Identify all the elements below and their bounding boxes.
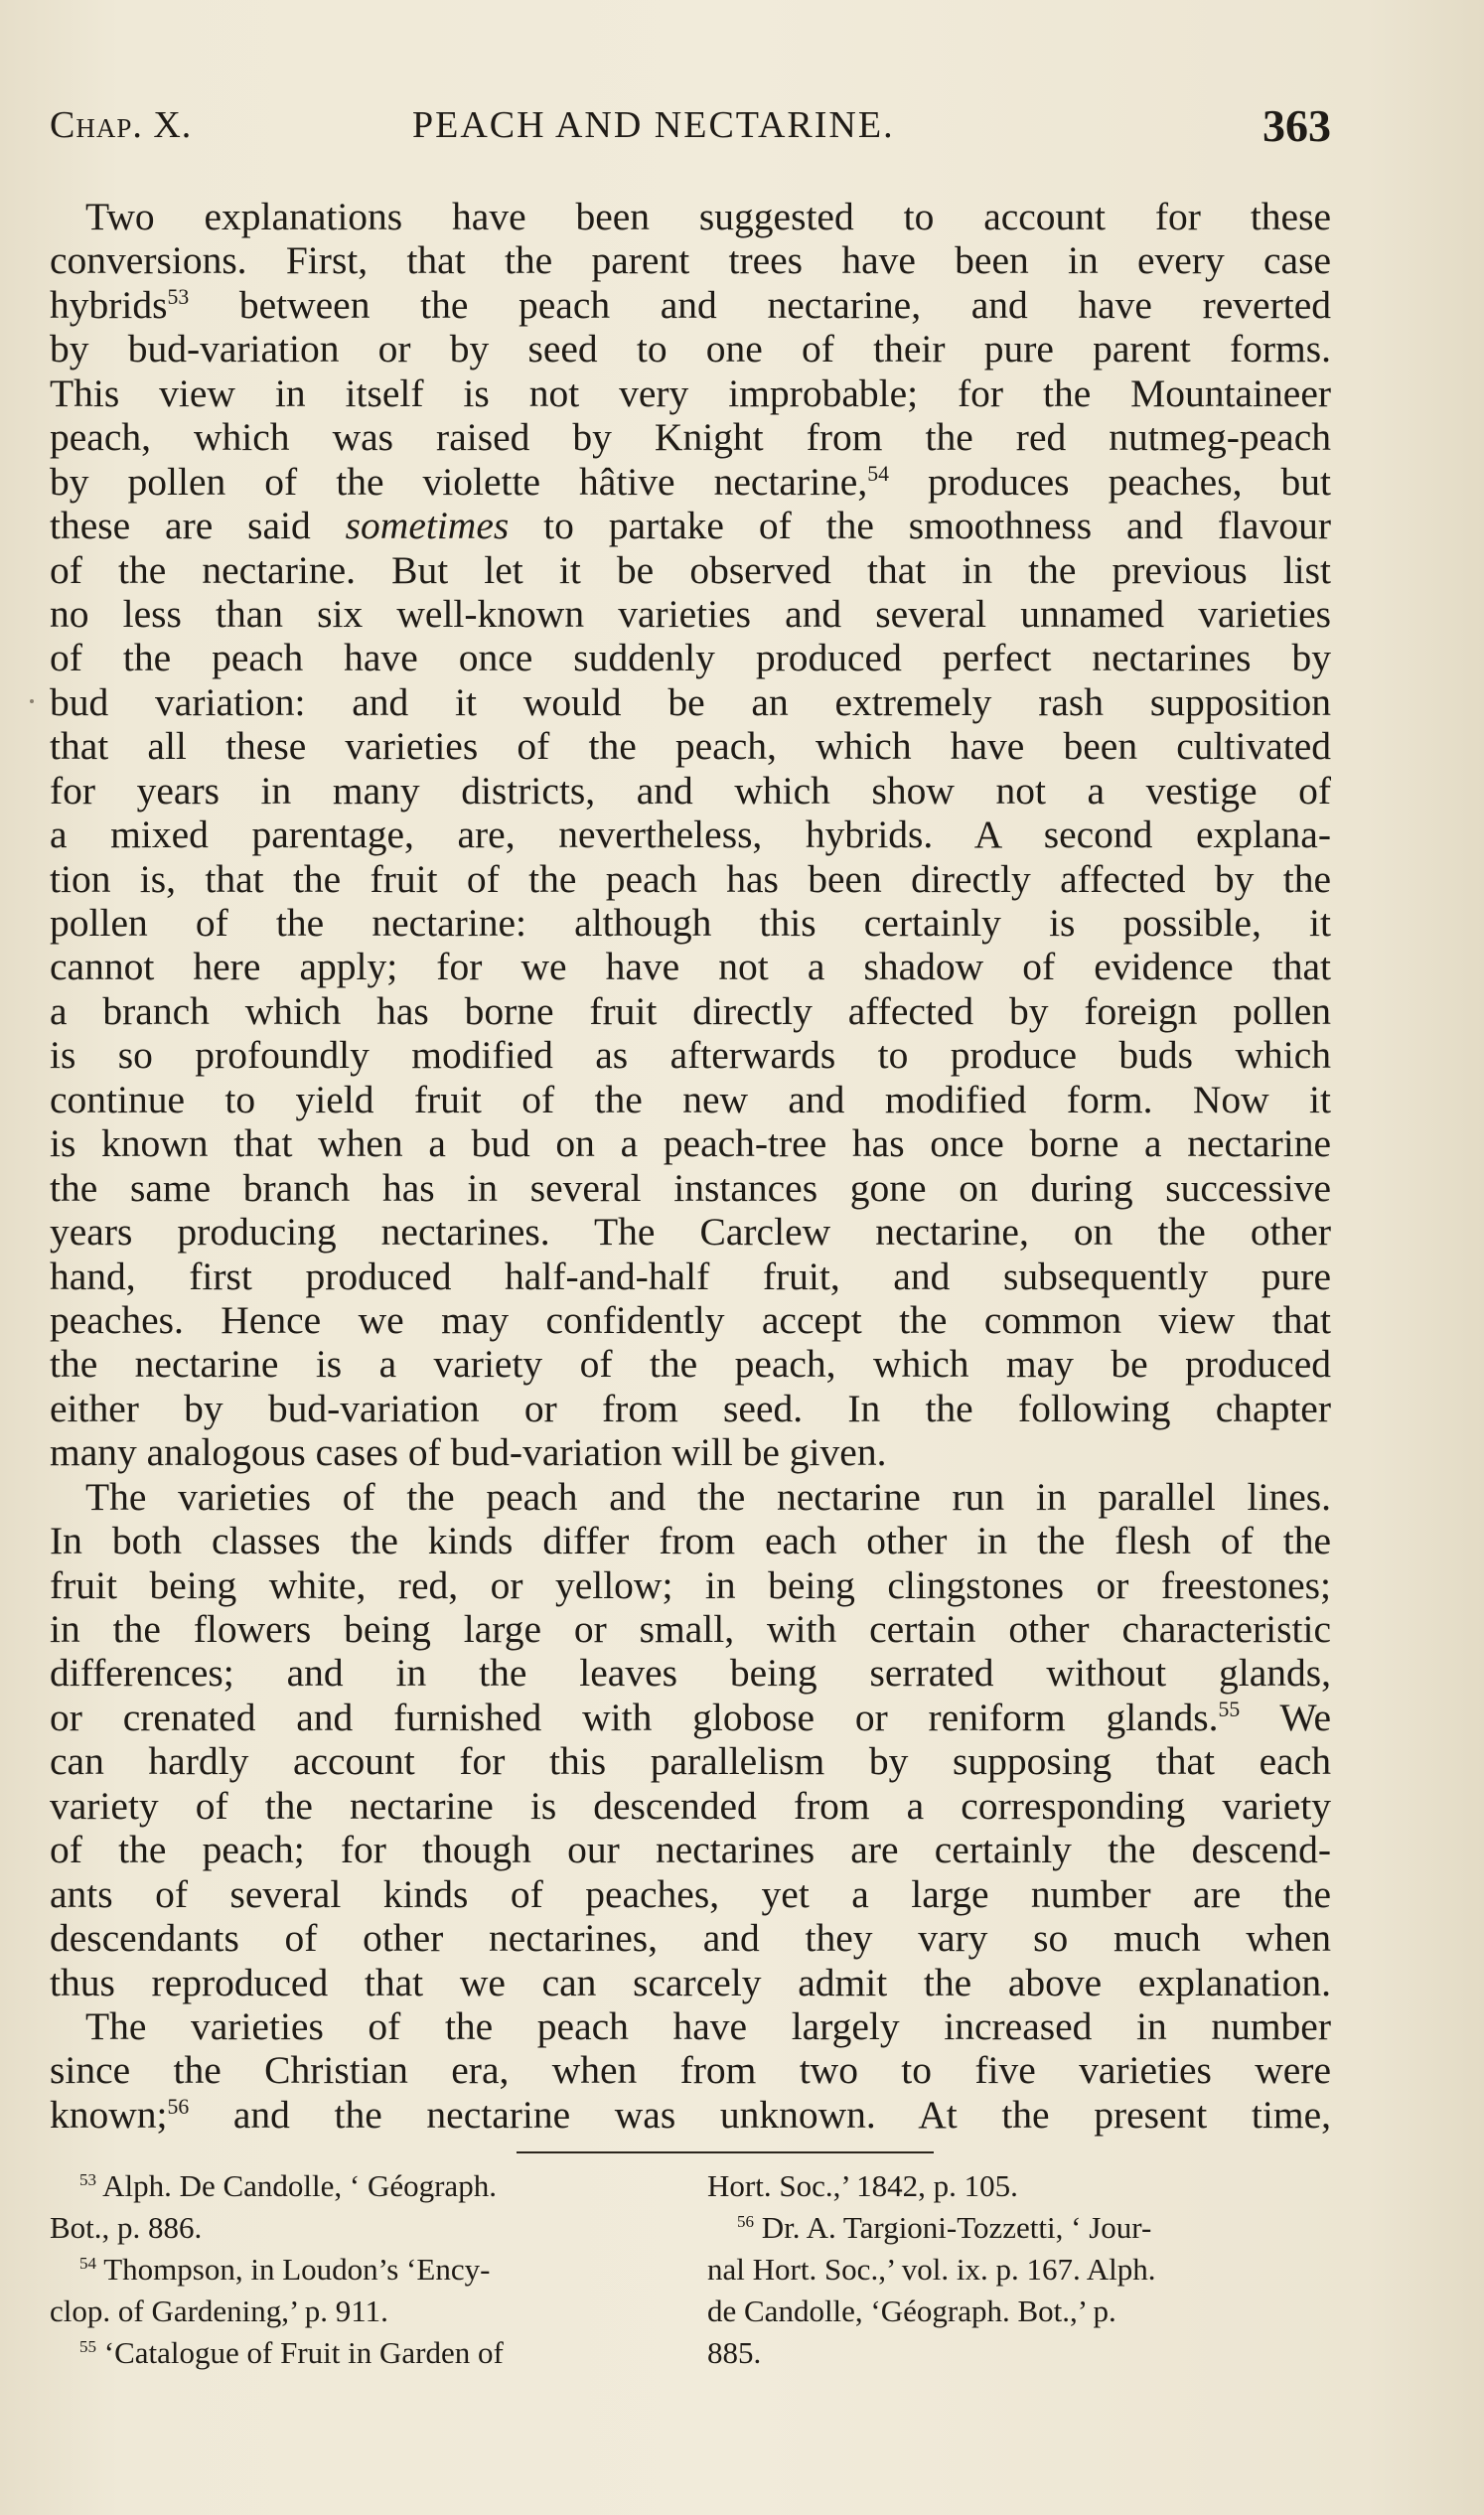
footnotes-left-column	[50, 2165, 656, 2374]
text-line	[50, 2004, 1331, 2048]
running-title: PEACH AND NECTARINE.	[412, 104, 895, 146]
text-line	[50, 1078, 1331, 1121]
line-text: for years in many districts, and which show not a vestige of	[50, 768, 1331, 813]
text-line	[50, 901, 1331, 945]
chapter-label: Chap. X.	[50, 104, 193, 146]
footnote-line	[707, 2249, 1331, 2291]
body-text	[50, 195, 1331, 2137]
line-text: thus reproduced that we can scarcely admit the above explanation.	[50, 1960, 1331, 2004]
text-line	[50, 238, 1331, 282]
line-text: tion is, that the fruit of the peach has been directly affected by the	[50, 856, 1331, 901]
line-text: of the peach; for though our nectarines are certainly the descend-	[50, 1828, 1331, 1872]
line-text: is known that when a bud on a peach-tree has once borne a nectarine	[50, 1121, 1331, 1166]
line-text: years producing nectarines. The Carclew nectarine, on the other	[50, 1210, 1331, 1255]
footnote-line	[707, 2207, 1331, 2249]
footnote-line	[50, 2249, 656, 2291]
footnote-text: Thompson, in Loudon’s ‘Ency-	[96, 2252, 491, 2287]
line-text: The varieties of the peach have largely increased in number	[85, 2003, 1331, 2048]
paper-speck	[30, 699, 34, 703]
footnote-text: Alph. De Candolle, ‘ Géograph.	[96, 2168, 497, 2203]
text-line	[50, 1828, 1331, 1871]
text-line	[50, 769, 1331, 813]
line-text: ants of several kinds of peaches, yet a large number are the	[50, 1871, 1331, 1916]
line-text-continued: and the nectarine was unknown. At the present time,	[189, 2092, 1331, 2137]
footnote-line	[707, 2291, 1331, 2332]
footnote-line	[50, 2207, 656, 2249]
text-line	[50, 1651, 1331, 1695]
line-text: can hardly account for this parallelism by supposing that each	[50, 1739, 1331, 1784]
footnote-line	[707, 2332, 1331, 2374]
footnote-ref: 55	[1218, 1697, 1241, 1721]
running-header	[50, 99, 1331, 159]
text-line	[50, 371, 1331, 415]
footnote-text: Bot., p. 886.	[50, 2210, 203, 2245]
line-text: peach, which was raised by Knight from the red nutmeg-peach	[50, 415, 1331, 460]
text-line	[50, 327, 1331, 370]
text-line	[50, 1784, 1331, 1828]
line-text: the same branch has in several instances gone on during successive	[50, 1165, 1331, 1210]
line-text-continued: to partake of the smoothness and flavour	[509, 504, 1331, 548]
line-text: of the peach have once suddenly produced perfect nectarines by	[50, 636, 1331, 680]
text-line	[50, 1255, 1331, 1298]
page-number: 363	[1262, 100, 1331, 151]
line-text: This view in itself is not very improbable; for the Mountaineer	[50, 370, 1331, 415]
text-line	[50, 2048, 1331, 2092]
text-line	[50, 680, 1331, 724]
line-text: is so profoundly modified as afterwards to produce buds which	[50, 1033, 1331, 1078]
text-line	[50, 195, 1331, 238]
footnote-ref: 56	[167, 2094, 190, 2119]
footnote-text: 885.	[707, 2335, 762, 2370]
line-text: that all these varieties of the peach, which have been cultivated	[50, 724, 1331, 769]
line-text: cannot here apply; for we have not a shadow of evidence that	[50, 945, 1331, 989]
line-text: no less than six well-known varieties and several unnamed varieties	[50, 591, 1331, 636]
line-text: of the nectarine. But let it be observed that in the previous list	[50, 547, 1331, 592]
text-line	[50, 813, 1331, 856]
line-text: In both classes the kinds differ from each other in the flesh of the	[50, 1519, 1331, 1563]
line-text: by bud-variation or by seed to one of their pure parent forms.	[50, 327, 1331, 371]
line-text: bud variation: and it would be an extremely rash supposition	[50, 679, 1331, 724]
line-text: descendants of other nectarines, and they vary so much when	[50, 1916, 1331, 1961]
italic-word: sometimes	[345, 504, 510, 548]
line-text: a mixed parentage, are, nevertheless, hybrids. A second explana-	[50, 813, 1331, 857]
text-line	[50, 415, 1331, 459]
text-line	[50, 1121, 1331, 1165]
footnote-line	[50, 2332, 656, 2374]
line-text: peaches. Hence we may confidently accept the common view that	[50, 1297, 1331, 1342]
line-text-continued: between the peach and nectarine, and have reverted	[189, 282, 1331, 327]
text-line	[50, 1342, 1331, 1386]
text-line	[50, 1210, 1331, 1254]
footnote-text: ‘Catalogue of Fruit in Garden of	[96, 2335, 504, 2370]
footnote-ref: 54	[867, 461, 889, 486]
footnote-text: Dr. A. Targioni-Tozzetti, ‘ Jour-	[754, 2210, 1152, 2245]
text-line	[50, 1872, 1331, 1916]
line-text: conversions. First, that the parent trees have been in every case	[50, 238, 1331, 283]
line-text: variety of the nectarine is descended from a corresponding variety	[50, 1783, 1331, 1828]
footnote-text: clop. of Gardening,’ p. 911.	[50, 2293, 388, 2328]
line-text: in the flowers being large or small, with certain other characteristic	[50, 1607, 1331, 1651]
text-line	[50, 857, 1331, 901]
text-line	[50, 945, 1331, 988]
text-line	[50, 636, 1331, 679]
line-text: the nectarine is a variety of the peach, which may be produced	[50, 1342, 1331, 1387]
text-line	[50, 1607, 1331, 1651]
line-text: fruit being white, red, or yellow; in being clingstones or freestones;	[50, 1562, 1331, 1607]
text-line	[50, 592, 1331, 636]
footnote-text: nal Hort. Soc.,’ vol. ix. p. 167. Alph.	[707, 2252, 1156, 2287]
line-text: hybrids	[50, 282, 168, 327]
line-text: pollen of the nectarine: although this certainly is possible, it	[50, 901, 1331, 945]
footnote-rule	[517, 2151, 934, 2153]
text-line	[50, 1916, 1331, 1960]
text-line	[50, 1166, 1331, 1210]
text-line	[50, 1961, 1331, 2004]
line-text: these are said	[50, 504, 346, 548]
text-line	[50, 283, 1331, 327]
footnote-text: Hort. Soc.,’ 1842, p. 105.	[707, 2168, 1018, 2203]
text-line	[50, 1475, 1331, 1519]
footnote-line	[50, 2165, 656, 2207]
footnote-number: 55	[79, 2336, 97, 2356]
footnote-ref: 53	[167, 284, 190, 309]
text-line	[50, 504, 1331, 547]
line-text: by pollen of the violette hâtive nectarine,	[50, 459, 868, 504]
text-line	[50, 1033, 1331, 1077]
line-text: The varieties of the peach and the nectarine run in parallel lines.	[85, 1474, 1331, 1519]
footnote-number: 53	[79, 2169, 97, 2189]
line-text: Two explanations have been suggested to account for these	[85, 195, 1331, 238]
text-line	[50, 1430, 1331, 1474]
text-line	[50, 1696, 1331, 1739]
line-text: known;	[50, 2092, 168, 2137]
line-text: continue to yield fruit of the new and modified form. Now it	[50, 1077, 1331, 1121]
text-line	[50, 1739, 1331, 1783]
line-text-continued: produces peaches, but	[888, 459, 1331, 504]
line-text: hand, first produced half-and-half fruit, and subsequently pure	[50, 1254, 1331, 1298]
footnote-text: de Candolle, ‘Géograph. Bot.,’ p.	[707, 2293, 1116, 2328]
footnote-line	[707, 2165, 1331, 2207]
text-line	[50, 460, 1331, 504]
text-line	[50, 548, 1331, 592]
line-text: either by bud-variation or from seed. In the following chapter	[50, 1386, 1331, 1430]
line-text: since the Christian era, when from two to five varieties were	[50, 2048, 1331, 2093]
footnote-number: 54	[79, 2253, 97, 2273]
line-text-continued: We	[1240, 1695, 1331, 1739]
text-line	[50, 1387, 1331, 1430]
text-line	[50, 2093, 1331, 2137]
line-text: a branch which has borne fruit directly affected by foreign pollen	[50, 988, 1331, 1033]
line-text: many analogous cases of bud-variation will be given.	[50, 1430, 887, 1475]
text-line	[50, 1563, 1331, 1607]
footnote-number: 56	[737, 2211, 755, 2231]
footnotes-right-column	[707, 2165, 1331, 2374]
line-text: or crenated and furnished with globose or reniform glands.	[50, 1695, 1219, 1739]
footnote-line	[50, 2291, 656, 2332]
line-text: differences; and in the leaves being serrated without glands,	[50, 1651, 1331, 1696]
text-line	[50, 724, 1331, 768]
text-line	[50, 1519, 1331, 1562]
text-line	[50, 1298, 1331, 1342]
text-line	[50, 989, 1331, 1033]
